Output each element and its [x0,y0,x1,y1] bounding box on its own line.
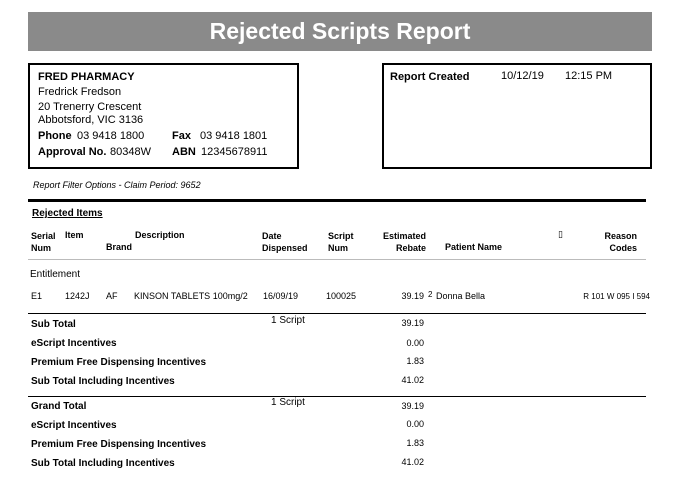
fax-value: 03 9418 1801 [200,130,268,142]
report-title-banner [28,12,652,51]
col-reason-line2: Codes [609,243,637,253]
col-brand: Brand [106,242,133,252]
sub-total-incl-label: Sub Total Including Incentives [31,376,175,387]
grand-escript-label: eScript Incentives [31,420,117,431]
col-marker-icon: ▯ [558,229,563,239]
col-script-line1: Script [328,231,354,241]
escript-incentives-label: eScript Incentives [31,338,117,349]
col-patient-name: Patient Name [445,242,503,252]
pharmacy-address-line2: Abbotsford, VIC 3136 [38,114,144,126]
sub-total-value: 39.19 [401,318,424,328]
row-estimated-rebate: 39.19 [401,291,424,301]
row-item: 1242J [65,291,90,301]
col-date-line1: Date [262,231,282,241]
rejected-items-heading: Rejected Items [32,208,103,219]
col-date [262,230,308,254]
grand-total-label: Grand Total [31,401,87,412]
fax-label: Fax [172,130,191,142]
approval-label: Approval No. [38,146,107,158]
row-patient-name: Donna Bella [436,291,486,301]
row-brand: AF [106,291,118,301]
grand-escript-value: 0.00 [406,419,424,429]
report-title: Rejected Scripts Report [209,18,471,44]
row-script-num: 100025 [326,291,357,301]
grand-premium-label: Premium Free Dispensing Incentives [31,439,207,450]
col-rebate-line1: Estimated [382,231,426,241]
abn-value: 12345678911 [201,146,268,158]
grand-incl-label: Sub Total Including Incentives [31,458,175,469]
phone-value: 03 9418 1800 [77,130,145,142]
row-date-dispensed: 16/09/19 [263,291,299,301]
col-reason-line1: Reason [604,231,637,241]
col-description: Description [135,230,185,240]
report-filter-options: Report Filter Options - Claim Period: 9652 [33,180,201,190]
report-created-date: 10/12/19 [501,70,544,82]
pharmacy-name: FRED PHARMACY [38,71,135,83]
pharmacy-address-line1: 20 Trenerry Crescent [38,101,142,113]
premium-incentives-value: 1.83 [406,356,424,366]
pharmacy-contact: Fredrick Fredson [38,86,122,98]
col-script-line2: Num [328,243,348,253]
premium-incentives-label: Premium Free Dispensing Incentives [31,357,207,368]
header-divider [28,259,646,260]
col-script [328,230,354,254]
col-serial [31,230,56,254]
col-serial-line2: Num [31,243,51,253]
escript-incentives-value: 0.00 [406,338,424,348]
col-reason-codes [590,230,637,254]
row-description: KINSON TABLETS 100mg/2 [134,291,248,301]
phone-label: Phone [38,130,72,142]
col-date-line2: Dispensed [262,243,308,253]
col-rebate-line2: Rebate [395,243,426,253]
subtotal-divider [28,313,646,314]
report-created-label: Report Created [390,71,470,83]
row-superscript: 2 [428,290,433,299]
row-reason-codes: R 101 W 095 I 594 [583,292,650,301]
approval-value: 80348W [110,146,151,158]
group-label-entitlement: Entitlement [30,269,81,280]
grand-incl-value: 41.02 [401,457,424,467]
col-item: Item [65,230,84,240]
sub-total-scripts: 1 Script [271,315,305,326]
report-created-time: 12:15 PM [565,70,613,82]
sub-total-label: Sub Total [31,319,76,330]
grand-premium-value: 1.83 [406,438,424,448]
section-divider-thick [28,199,646,202]
abn-label: ABN [172,146,196,158]
col-estimated-rebate [370,230,426,254]
sub-total-incl-value: 41.02 [401,375,424,385]
row-serial: E1 [31,291,43,301]
grand-total-divider [28,396,646,397]
grand-total-scripts: 1 Script [271,397,305,408]
grand-total-value: 39.19 [401,401,424,411]
col-serial-line1: Serial [31,231,56,241]
